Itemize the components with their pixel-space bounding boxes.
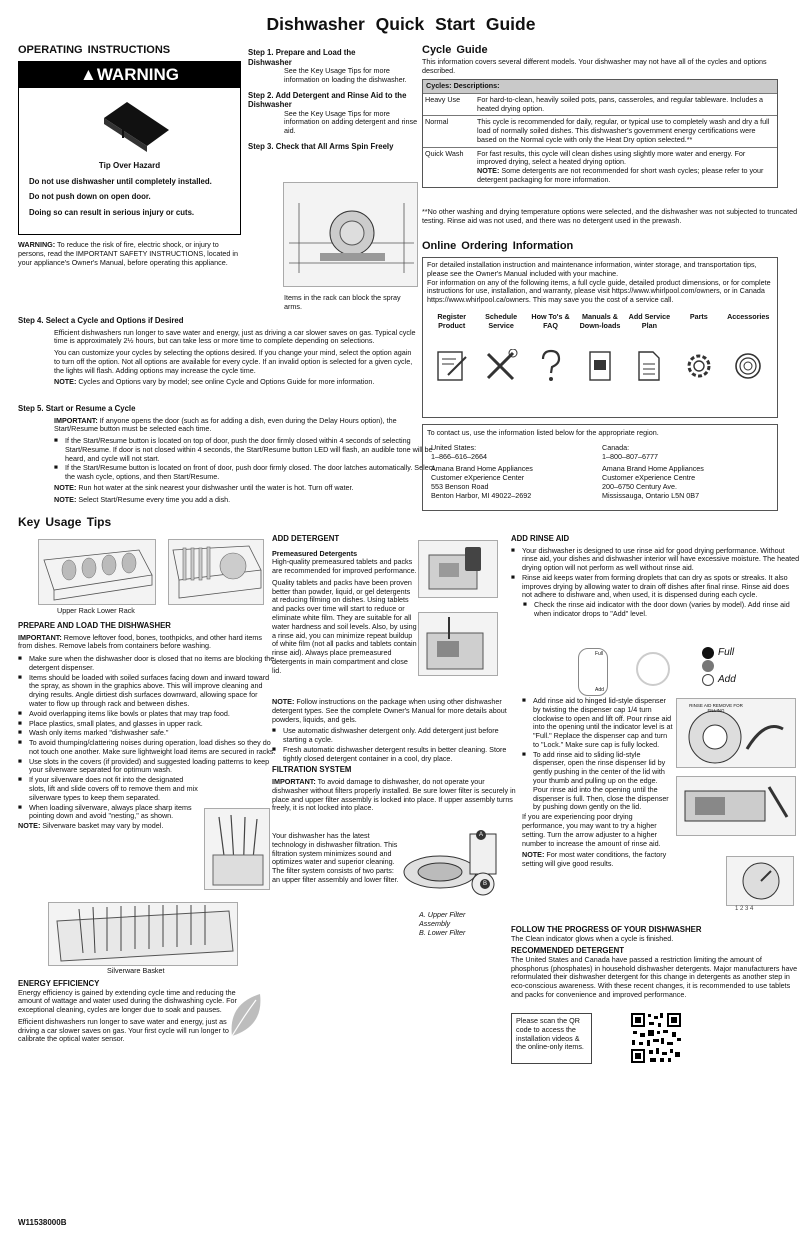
list-item: ■ Avoid overlapping items like bowls or plates that may trap food. — [18, 710, 276, 719]
basket-icon — [49, 903, 239, 967]
rack-image-icon — [284, 183, 419, 288]
basket-caption: Silverware Basket — [107, 966, 165, 975]
sliding-dispenser-illustration — [676, 776, 796, 836]
contact-intro: To contact us, use the information listed below for the appropriate region. — [427, 428, 659, 437]
warning-box — [18, 61, 241, 235]
safety-warning-text: WARNING: To reduce the risk of fire, electric shock, or injury to persons, read the IMPORTANT SAFETY INSTRUCTIONS, located in your appliance's Owner's Manual, before operating this appliance. — [18, 240, 238, 267]
tip-over-illustration — [19, 88, 240, 156]
online-item-accessories[interactable]: Accessories — [724, 313, 773, 383]
warning-triangle-icon: ▲ — [80, 65, 97, 84]
list-item: ■ Wash only items marked "dishwasher safe." — [18, 729, 276, 738]
detergent-text: Quality tablets and packs have been proven better than powder, liquid, or gel detergents at reducing filming on dishes. Using tablets and packs over time will start to reduce or eliminate white film. They are suitable for all water hardness and soil levels. Also, by using a rinse aid, you can minimize repeat buildup of white film (not all packs and tablets contain rinse aid). Always place premeasured detergents in main compartment and close lid. — [272, 577, 417, 675]
step-5-bullet: ■ If the Start/Resume button is located on top of door, push the door firmly closed within 4 seconds of selecting Start/Resume. If door is not closed within 4 seconds, the Start/Resume button LED will flash, an audible tone will be heard, and cycle will not start. — [54, 437, 438, 463]
filter-label-b: B — [480, 879, 490, 889]
list-item: ■ To avoid thumping/clattering noises during operation, load dishes so they do not touch one another. Make sure lightweight load items are secured in racks. — [18, 739, 276, 757]
detergent-illustration-2 — [418, 612, 498, 676]
leaf-icon — [226, 990, 264, 1040]
rinse-text: If you are experiencing poor drying performance, you may want to try a higher setting. Turn the arrow adjuster to a higher number to increase the amount of rinse aid. — [522, 812, 661, 848]
table-row: Quick Wash For fast results, this cycle will clean dishes using slightly more water and energy. For improved drying, select a heated drying option. NOTE: Some detergents are not recommended for short wash cycles; please refer to your detergent packaging for more information. — [423, 147, 777, 187]
detergent-note: NOTE: Follow instructions on the package when using other dishwasher detergent types. See the complete Owner's Manual for more details about powders, liquids, and gels. — [272, 697, 507, 724]
contact-canada: Canada: 1–800–807–6777 Amana Brand Home Appliances Customer eXperience Centre 200–6750 Century Ave. Mississauga, Ontario L5N 0B7 — [602, 442, 704, 500]
step-2-text: See the Key Usage Tips for more information on adding detergent and rinse aid. — [284, 108, 418, 136]
adjuster-icon — [727, 857, 795, 907]
detergent-notes — [272, 698, 516, 816]
energy-text: Energy efficiency is gained by extending cycle time and reducing the amount of wattage and water used during the dishwashing cycle. For exceptional cleaning, cycles are longer due to soak and pauses. — [18, 987, 237, 1015]
adjuster-scale: 1 2 3 4 — [735, 906, 754, 912]
online-item-manuals[interactable]: Manuals & Down-loads — [575, 313, 624, 383]
list-item: ■ Rinse aid keeps water from forming droplets that can dry as spots or streaks. It also improves drying by allowing water to drain off dishes after final rinse. Rinse aid does not adhere to dishware and, when used, it is dispensed during each cycle. — [511, 574, 800, 600]
contact-us: United States: 1–866–616–2664 Amana Brand Home Appliances Customer eXperience Center 553 Benson Road Benton Harbor, MI 49022–2692 — [431, 442, 533, 500]
prepare-title: PREPARE AND LOAD THE DISHWASHER — [18, 621, 171, 630]
energy-text: Efficient dishwashers run longer to save water and energy, just as driving a car slower saves on gas. Your first cycle will run longer to calibrate the optical water sensor. — [18, 1016, 229, 1044]
operating-heading: OPERATING INSTRUCTIONS — [18, 44, 171, 56]
step-4-text: Efficient dishwashers run longer to save water and energy, just as driving a car slower saves on gas. Typical cycle time is approximately 2½ hours, but can take less or more time to complete depending on selections. — [54, 327, 416, 346]
list-item: ■ Add rinse aid to hinged lid-style dispenser by twisting the dispenser cap 1/4 turn clockwise to open and lift off. Pour rinse aid into the opening until the indicator level is at "Full." Replace the dispenser cap and turn to "Lock." Make sure cap is fully locked. — [522, 697, 674, 750]
step-2-title: Step 2. Add Detergent and Rinse Aid to the Dishwasher — [248, 90, 407, 110]
arrow-adjuster-illustration — [726, 856, 794, 906]
document-icon — [631, 349, 667, 383]
lower-rack-illustration — [168, 539, 264, 605]
detergent-section — [272, 534, 418, 678]
step-5-important: IMPORTANT: If anyone opens the door (such as for adding a dish, even during the Delay Hours option), the Start/Resume button must be selected each time. — [54, 415, 397, 434]
filter-icon — [400, 828, 512, 908]
cycle-footnote: **No other washing and drying temperature options were selected, and the dishwasher was not subjected to truncated testing. Rinse aid was not used, and there was no detergent used in the prewash. — [422, 207, 798, 225]
online-icon-row — [427, 313, 773, 383]
hinged-dispenser-illustration — [676, 698, 796, 768]
register-icon — [434, 349, 470, 383]
list-item: ■ Items should be loaded with soiled surfaces facing down and inward toward the spray, as shown in the graphics above. This will improve cleaning and drying results. Angle dirtiest dish surfaces downward, allowing space for water to flow up through rack and between dishes. — [18, 674, 276, 709]
rinse-section — [511, 534, 800, 620]
detergent-text: High-quality premeasured tablets and packs are recommended for improved performance. — [272, 557, 417, 576]
upper-rack-icon — [39, 540, 157, 606]
step-4-text: You can customize your cycles by selecting the options desired. If you change your mind, select the option again to turn off the option. Not all options are available for every cycle. If an invalid option is selected for a given cycle, the lights will flash. Adding options may increase the cycle time. — [54, 348, 413, 375]
online-item-parts[interactable]: Parts — [674, 313, 723, 383]
cycle-table — [422, 79, 778, 188]
step-5-note: NOTE: Run hot water at the sink nearest your dishwasher until the water is hot. Turn off water. — [54, 482, 354, 492]
tools-icon — [483, 349, 519, 383]
filter-label-a: A — [476, 830, 486, 840]
prepare-important: IMPORTANT: Remove leftover food, bones, toothpicks, and other hard items from dishes. Remove labels from containers before washing. — [18, 632, 262, 651]
list-item: ■ Use automatic dishwasher detergent only. Add detergent just before starting a cycle. — [272, 727, 516, 745]
gear-icon — [681, 349, 717, 383]
hazard-title: Tip Over Hazard — [98, 161, 161, 170]
upper-rack-illustration — [38, 539, 156, 605]
qr-instructions-box — [511, 1013, 592, 1064]
filter-illustration — [400, 828, 512, 908]
rack-caption: Upper Rack Lower Rack — [57, 606, 135, 615]
contact-box — [422, 424, 778, 511]
follow-title: FOLLOW THE PROGRESS OF YOUR DISHWASHER — [511, 925, 702, 934]
question-icon — [533, 349, 569, 383]
step-4 — [18, 316, 418, 390]
silverware-illustration — [204, 808, 270, 890]
cycle-table-header: Cycles: Descriptions: — [423, 80, 777, 93]
table-row: Normal This cycle is recommended for daily, regular, or typical use to completely wash and dry a full load of normally soiled dishes. This dishwasher's government energy certifications were based on the Normal cycle with only the Heat Dry option selected.** — [423, 115, 777, 146]
warning-header: ▲WARNING — [19, 62, 240, 88]
list-item: ■ Place plastics, small plates, and glasses in upper rack. — [18, 720, 276, 729]
add-indicator-icon — [702, 674, 714, 686]
rinse-cap-illustration — [636, 652, 670, 686]
list-item: ■ Your dishwasher is designed to use rinse aid for good drying performance. Without rinse aid, your dishes and dishwasher interior will have excessive moisture. The heated drying option will not perform as well without rinse aid. — [511, 547, 800, 573]
spray-arm-illustration — [283, 182, 418, 287]
step-3-title: Step 3. Check that All Arms Spin Freely — [248, 141, 394, 151]
key-usage-heading: Key Usage Tips — [18, 515, 112, 529]
dispenser-icon — [419, 541, 499, 599]
online-item-register[interactable]: Register Product — [427, 313, 476, 383]
cycle-guide-heading: Cycle Guide — [422, 44, 488, 56]
gauge-full-label: Full — [595, 651, 604, 657]
step-4-title: Step 4. Select a Cycle and Options if Desired — [18, 316, 184, 325]
step-5-title: Step 5. Start or Resume a Cycle — [18, 404, 136, 413]
rinse-title: ADD RINSE AID — [511, 534, 570, 543]
warning-line: Do not use dishwasher until completely installed. — [29, 176, 212, 186]
tip-over-icon — [19, 88, 242, 156]
half-indicator-icon — [702, 660, 714, 672]
full-indicator-icon — [702, 647, 714, 659]
filtration-title: FILTRATION SYSTEM — [272, 765, 352, 775]
list-item: ■ If your silverware does not fit into the designated slots, lift and slide covers off to remove them and mix silverware types to keep them separated. — [18, 776, 276, 802]
qr-text: Please scan the QR code to access the installation videos & the online-only items. — [516, 1016, 584, 1052]
qr-code-icon — [630, 1012, 682, 1064]
warning-line: Doing so can result in serious injury or cuts. — [29, 207, 195, 217]
recommended-title: RECOMMENDED DETERGENT — [511, 946, 625, 956]
step-5 — [18, 404, 438, 508]
list-item: ■ Check the rinse aid indicator with the door down (varies by model). Add rinse aid when indicator drops to "Add" level. — [523, 601, 800, 619]
detergent-illustration-1 — [418, 540, 498, 598]
step-5-bullet: ■ If the Start/Resume button is located on front of door, push door firmly closed. The door latches automatically. Select the wash cycle, options, and then Start/Resume. — [54, 464, 438, 482]
silverware-note: NOTE: Silverware basket may vary by model. — [18, 821, 164, 831]
online-text: For detailed installation instruction and maintenance information, winter storage, and transportation tips, please see the Owner's Manual included with your machine. — [427, 260, 757, 278]
online-item-plan[interactable]: Add Service Plan — [625, 313, 674, 383]
list-item: ■ To add rinse aid to sliding lid-style dispenser, open the rinse dispenser lid by gently pushing in the center of the lid with your thumb and pulling up on the edge. Pour rinse aid into the opening until the dispenser is full. Then, close the dispenser by pushing down gently on the lid. — [522, 751, 674, 812]
detergent-subtitle: Premeasured Detergents — [272, 548, 358, 558]
dispenser-open-icon — [419, 613, 499, 677]
filtration-text: Your dishwasher has the latest technology in dishwasher filtration. This filtration system minimizes sound and optimizes water and superior cleaning. The filter system consists of two parts: an upper filter assembly and lower filter. — [272, 831, 399, 884]
online-item-faq[interactable]: How To's & FAQ — [526, 313, 575, 383]
silverware-icon — [205, 809, 271, 891]
filtration-important: IMPORTANT: To avoid damage to dishwasher, do not operate your dishwasher without filters properly installed. Be sure lower filter is securely in place and upper filter assembly is locked into place. If upper assembly turns freely, it is not locked into place. — [272, 776, 516, 813]
filter-caption-a: A. Upper Filter Assembly — [419, 910, 466, 928]
step-1-title: Step 1. Prepare and Load the Dishwasher — [248, 48, 356, 67]
follow-progress-section — [511, 925, 800, 1003]
list-item: ■ When loading silverware, always place sharp items pointing down and avoid "nesting," as shown. — [18, 804, 276, 822]
dial-label: RINSE AID REMOVE FOR FILLING — [689, 703, 743, 714]
model-number: W11538000B — [18, 1218, 67, 1227]
manual-icon — [582, 349, 618, 383]
rinse-note: NOTE: For most water conditions, the factory setting will give good results. — [522, 850, 667, 869]
online-text: For information on any of the following items, a full cycle guide, detailed product dimensions, or for complete instructions for use, installation, and warranty, please visit https://www.whirlpool.com/owners, or in Canada https://www.whirlpool.ca/owners. This may save you the cost of a service call. — [427, 277, 771, 305]
lower-rack-icon — [169, 540, 265, 606]
online-ordering-box — [422, 257, 778, 418]
list-item: ■ Make sure when the dishwasher door is closed that no items are blocking the detergent dispenser. — [18, 655, 276, 673]
prepare-load-section — [18, 621, 276, 834]
table-row: Heavy Use For hard-to-clean, heavily soiled pots, pans, casseroles, and regular tableware. Includes a heated drying option. — [423, 93, 777, 116]
step-3-caption: Items in the rack can block the spray arms. — [284, 293, 401, 311]
rinse-fill-instructions — [522, 697, 674, 872]
rinse-indicator-gauge — [578, 648, 608, 696]
step-4-note: NOTE: Cycles and Options vary by model; see online Cycle and Options Guide for more information. — [54, 377, 375, 387]
step-5-note: NOTE: Select Start/Resume every time you add a dish. — [54, 494, 231, 504]
energy-title: ENERGY EFFICIENCY — [18, 979, 100, 988]
gauge-add-label: Add — [595, 687, 604, 693]
steps-1-3 — [248, 48, 420, 151]
filter-caption-b: B. Lower Filter — [419, 928, 466, 937]
page-title: Dishwasher Quick Start Guide — [266, 14, 536, 34]
online-heading: Online Ordering Information — [422, 240, 574, 252]
rinse-indicator-levels: Full Add — [702, 646, 800, 692]
list-item: ■ Fresh automatic dishwasher detergent results in better cleaning. Store tightly closed detergent container in a cool, dry place. — [272, 746, 516, 764]
energy-section — [18, 979, 240, 1047]
warning-line: Do not push down on open door. — [29, 192, 151, 202]
list-item: ■ Use slots in the covers (if provided) and suggested loading patterns to keep your silverware separated for optimum wash. — [18, 758, 276, 776]
qr-code[interactable] — [630, 1012, 682, 1064]
hose-icon — [730, 349, 766, 383]
silverware-basket-illustration — [48, 902, 238, 966]
sliding-dispenser-icon — [677, 777, 797, 837]
recommended-text: The United States and Canada have passed a restriction limiting the amount of phosphorus (phosphates) in household dishwasher detergents. Major manufacturers have reformulated their dishwasher detergent for this change in detergents as another step in eco-conscious awareness. With these recent changes, it is recommended to use tablets and packs for convenience and improved performance. — [511, 954, 798, 999]
follow-text: The Clean indicator glows when a cycle is finished. — [511, 933, 674, 943]
online-item-service[interactable]: Schedule Service — [476, 313, 525, 383]
step-1-text: See the Key Usage Tips for more information on loading the dishwasher. — [284, 66, 407, 84]
leaf-illustration — [226, 990, 264, 1040]
detergent-title: ADD DETERGENT — [272, 534, 340, 543]
cycle-guide-intro: This information covers several different models. Your dishwasher may not have all of the cycles and options described. — [422, 57, 767, 75]
